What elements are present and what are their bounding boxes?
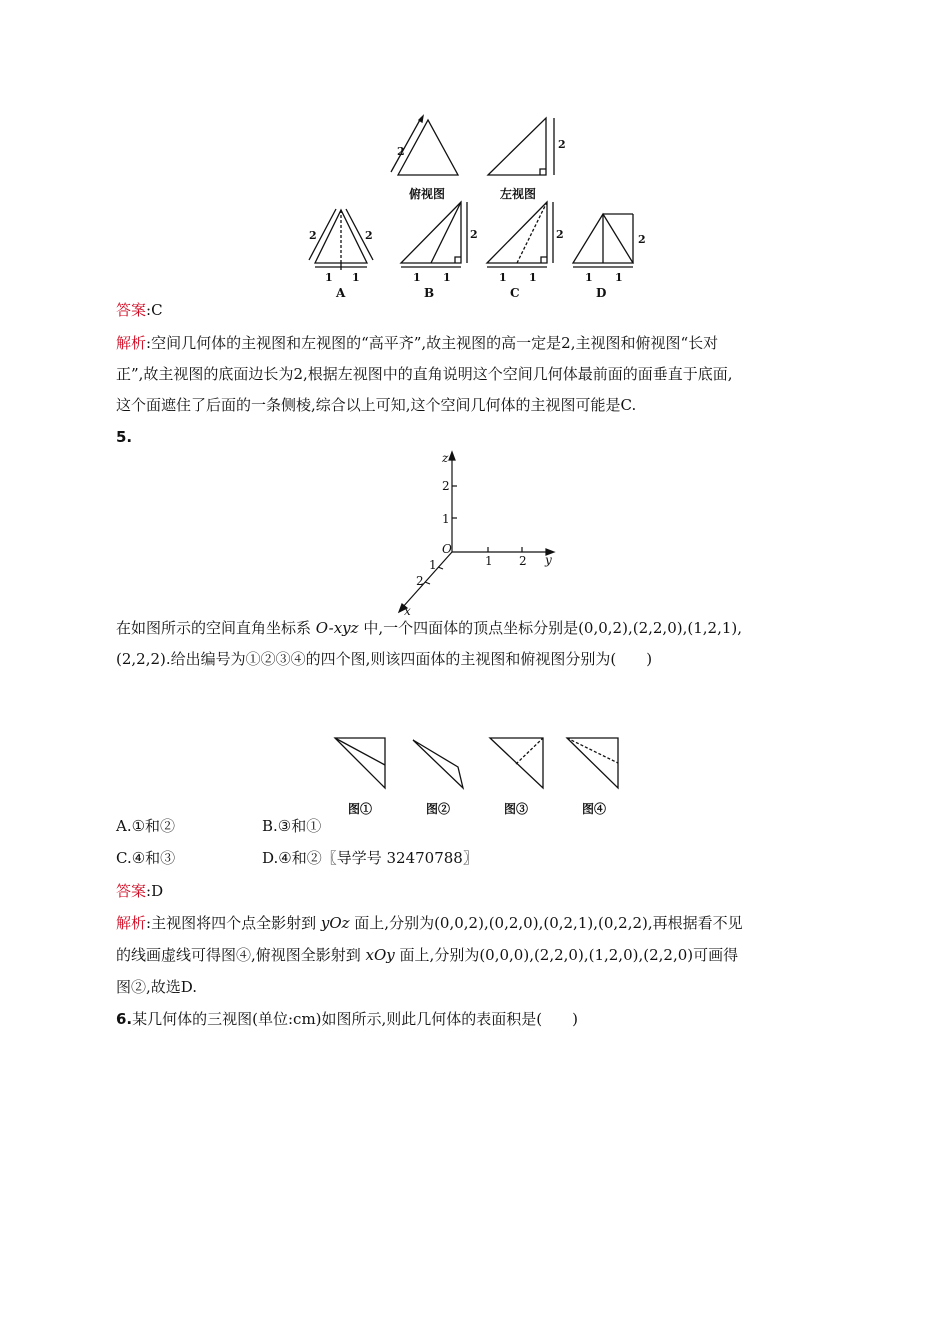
q5-option-d: D.④和②〖导学号 32470788〗 [262, 849, 478, 867]
axis-x-label: x [404, 604, 411, 618]
dim-label: 2 [638, 233, 646, 246]
dim-label: 2 [470, 228, 478, 241]
q5-stem-line: (2,2,2).给出编号为①②③④的四个图,则该四面体的主视图和俯视图分别为( ) [116, 650, 653, 668]
q5-coordinate-axes [390, 448, 570, 618]
dim-label: 2 [397, 145, 405, 158]
q4-analysis-line: 这个面遮住了后面的一条侧棱,综合以上可知,这个空间几何体的主视图可能是C. [116, 396, 637, 414]
tick-label: 2 [442, 479, 450, 493]
q5-option-b: B.③和① [262, 817, 322, 835]
axis-y-label: y [545, 553, 552, 567]
q4-analysis-line: 正”,故主视图的底面边长为2,根据左视图中的直角说明这个空间几何体最前面的面垂直于底面, [116, 365, 733, 383]
option-label: B [424, 286, 435, 300]
option-label: A [336, 286, 346, 300]
axis-z-label: z [442, 451, 449, 465]
tick-label: 2 [519, 554, 527, 568]
reference-number: 〖导学号 32470788〗 [321, 849, 478, 867]
dim-label: 1 [499, 271, 507, 284]
dim-label: 1 [585, 271, 593, 284]
top-view-label: 俯视图 [409, 187, 446, 201]
q5-stem-line: 在如图所示的空间直角坐标系 O-xyz 中,一个四面体的顶点坐标分别是(0,0,2),(2,2,0),(1,2,1), [116, 619, 743, 637]
dim-label: 2 [558, 138, 566, 151]
option-label: D [596, 286, 607, 300]
dim-label: 2 [365, 229, 373, 242]
figure-3-label: 图③ [503, 802, 528, 816]
dim-label: 1 [325, 271, 333, 284]
dim-label: 2 [556, 228, 564, 241]
dim-label: 1 [443, 271, 451, 284]
q4-analysis-line: 解析:空间几何体的主视图和左视图的“高平齐”,故主视图的高一定是2,主视图和俯视图“长对 [116, 334, 719, 352]
q6-stem: 6.某几何体的三视图(单位:cm)如图所示,则此几何体的表面积是( ) [116, 1010, 578, 1028]
figure-4-label: 图④ [581, 802, 606, 816]
dim-label: 1 [413, 271, 421, 284]
q5-analysis-line: 的线画虚线可得图④,俯视图全影射到 xOy 面上,分别为(0,0,0),(2,2,0),(1,2,0),(2,2,0)可画得 [116, 946, 739, 964]
q5-answer: 答案:D [116, 882, 164, 900]
tick-label: 1 [442, 512, 450, 526]
left-view-label: 左视图 [500, 187, 537, 201]
q4-answer: 答案:C [116, 301, 163, 319]
q5-option-c: C.④和③ [116, 849, 176, 867]
origin-label: O [442, 542, 452, 556]
q5-number: 5. [116, 428, 133, 446]
option-label: C [510, 286, 520, 300]
dim-label: 2 [309, 229, 317, 242]
tick-label: 1 [485, 554, 493, 568]
dim-label: 1 [529, 271, 537, 284]
q5-analysis-line: 图②,故选D. [116, 978, 198, 996]
dim-label: 1 [615, 271, 623, 284]
q5-option-figures [330, 735, 630, 795]
figure-1-label: 图① [347, 802, 372, 816]
q4-three-view-figure [295, 110, 655, 305]
tick-label: 1 [429, 558, 437, 572]
tick-label: 2 [416, 574, 424, 588]
q5-analysis-line: 解析:主视图将四个点全影射到 yOz 面上,分别为(0,0,2),(0,2,0),(0,2,1),(0,2,2),再根据看不见 [116, 914, 743, 932]
q5-option-a: A.①和② [116, 817, 176, 835]
dim-label: 1 [352, 271, 360, 284]
figure-2-label: 图② [425, 802, 450, 816]
